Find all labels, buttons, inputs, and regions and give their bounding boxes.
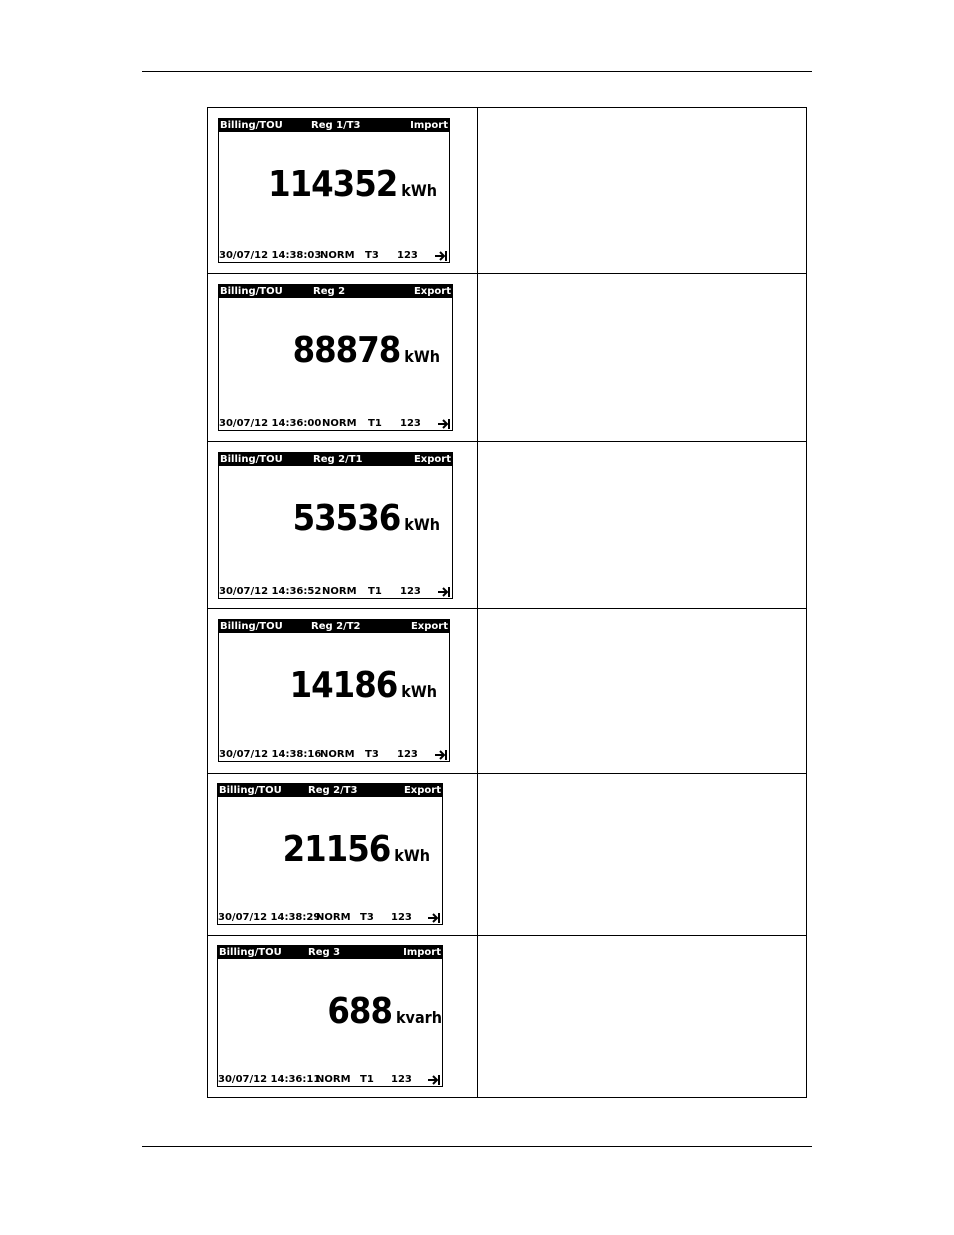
table-row [208, 274, 807, 442]
lcd-header-right: Export [413, 454, 451, 465]
description-cell [478, 442, 807, 609]
lcd-screen [218, 284, 453, 431]
arrow-right-bar-icon [438, 419, 451, 429]
lcd-header-center: Reg 2/T1 [313, 454, 363, 465]
lcd-reading [327, 991, 442, 1032]
lcd-footer-datetime: 30/07/12 14:38:03 [219, 250, 322, 261]
description-cell [478, 609, 807, 774]
lcd-reading [268, 164, 437, 205]
lcd-footer-code: 123 [400, 418, 421, 429]
screen-image-cell [208, 108, 478, 274]
lcd-header-center: Reg 2/T3 [308, 785, 358, 796]
lcd-header [219, 620, 449, 633]
lcd-footer-tariff: T1 [368, 418, 382, 429]
lcd-unit: kWh [394, 846, 430, 865]
lcd-header-left: Billing/TOU [220, 120, 283, 131]
lcd-header [218, 784, 442, 797]
lcd-header-center: Reg 2 [313, 286, 346, 297]
table-row [208, 442, 807, 609]
table-row [208, 774, 807, 936]
lcd-value: 88878 [292, 330, 401, 371]
lcd-footer [218, 1074, 442, 1086]
description-cell [478, 274, 807, 442]
lcd-header-right: Import [410, 120, 448, 131]
lcd-header [219, 119, 449, 132]
screen-image-cell [208, 609, 478, 774]
lcd-footer-code: 123 [391, 1074, 412, 1085]
lcd-footer [218, 912, 442, 924]
lcd-screen [217, 945, 443, 1087]
lcd-footer-datetime: 30/07/12 14:36:11 [218, 1074, 321, 1085]
lcd-screen [218, 452, 453, 599]
lcd-unit: kWh [401, 181, 437, 200]
lcd-reading [293, 330, 440, 371]
lcd-reading [290, 665, 437, 706]
lcd-footer [219, 250, 449, 262]
lcd-header [219, 453, 452, 466]
lcd-footer-mode: NORM [320, 749, 355, 760]
lcd-screen [218, 619, 450, 762]
screen-image-cell [208, 442, 478, 609]
arrow-right-bar-icon [438, 587, 451, 597]
screen-image-cell [208, 774, 478, 936]
lcd-header-right: Export [413, 286, 451, 297]
lcd-footer-code: 123 [400, 586, 421, 597]
lcd-footer-mode: NORM [316, 1074, 351, 1085]
table-row [208, 609, 807, 774]
lcd-unit: kWh [401, 682, 437, 701]
lcd-footer-datetime: 30/07/12 14:38:16 [219, 749, 322, 760]
lcd-footer-mode: NORM [316, 912, 351, 923]
lcd-footer-tariff: T3 [365, 250, 379, 261]
lcd-header-center: Reg 3 [308, 947, 341, 958]
lcd-footer [219, 418, 452, 430]
description-cell [478, 936, 807, 1098]
screens-table [207, 107, 807, 1098]
lcd-screen [218, 118, 450, 263]
lcd-footer-tariff: T1 [360, 1074, 374, 1085]
screen-image-cell [208, 936, 478, 1098]
lcd-unit: kWh [404, 347, 440, 366]
arrow-right-bar-icon [435, 251, 448, 261]
lcd-value: 688 [327, 991, 392, 1032]
screen-image-cell [208, 274, 478, 442]
lcd-header-right: Export [410, 621, 448, 632]
arrow-right-bar-icon [428, 1075, 441, 1085]
lcd-footer-datetime: 30/07/12 14:38:29 [218, 912, 321, 923]
table-row [208, 108, 807, 274]
lcd-reading [283, 829, 430, 870]
lcd-footer [219, 749, 449, 761]
lcd-footer-datetime: 30/07/12 14:36:52 [219, 586, 322, 597]
lcd-footer-mode: NORM [322, 586, 357, 597]
table-row [208, 936, 807, 1098]
lcd-header-left: Billing/TOU [219, 785, 282, 796]
lcd-header-left: Billing/TOU [220, 621, 283, 632]
lcd-unit: kvarh [395, 1008, 442, 1027]
lcd-footer-code: 123 [391, 912, 412, 923]
lcd-reading [293, 498, 440, 539]
lcd-footer-mode: NORM [320, 250, 355, 261]
lcd-header-right: Export [403, 785, 441, 796]
lcd-header [219, 285, 452, 298]
lcd-footer-code: 123 [397, 749, 418, 760]
arrow-right-bar-icon [435, 750, 448, 760]
lcd-footer-tariff: T1 [368, 586, 382, 597]
lcd-footer [219, 586, 452, 598]
lcd-footer-tariff: T3 [365, 749, 379, 760]
lcd-header-right: Import [403, 947, 441, 958]
description-cell [478, 774, 807, 936]
lcd-header-center: Reg 1/T3 [311, 120, 361, 131]
description-cell [478, 108, 807, 274]
lcd-header-left: Billing/TOU [219, 947, 282, 958]
lcd-footer-datetime: 30/07/12 14:36:00 [219, 418, 322, 429]
lcd-header-center: Reg 2/T2 [311, 621, 361, 632]
lcd-value: 14186 [289, 665, 398, 706]
lcd-value: 53536 [292, 498, 401, 539]
lcd-header [218, 946, 442, 959]
arrow-right-bar-icon [428, 913, 441, 923]
footer-rule [142, 1146, 812, 1147]
header-rule [142, 71, 812, 72]
lcd-footer-mode: NORM [322, 418, 357, 429]
lcd-screen [217, 783, 443, 925]
lcd-header-left: Billing/TOU [220, 286, 283, 297]
lcd-header-left: Billing/TOU [220, 454, 283, 465]
lcd-value: 114352 [268, 164, 398, 205]
lcd-value: 21156 [282, 829, 391, 870]
lcd-footer-code: 123 [397, 250, 418, 261]
lcd-footer-tariff: T3 [360, 912, 374, 923]
lcd-unit: kWh [404, 515, 440, 534]
